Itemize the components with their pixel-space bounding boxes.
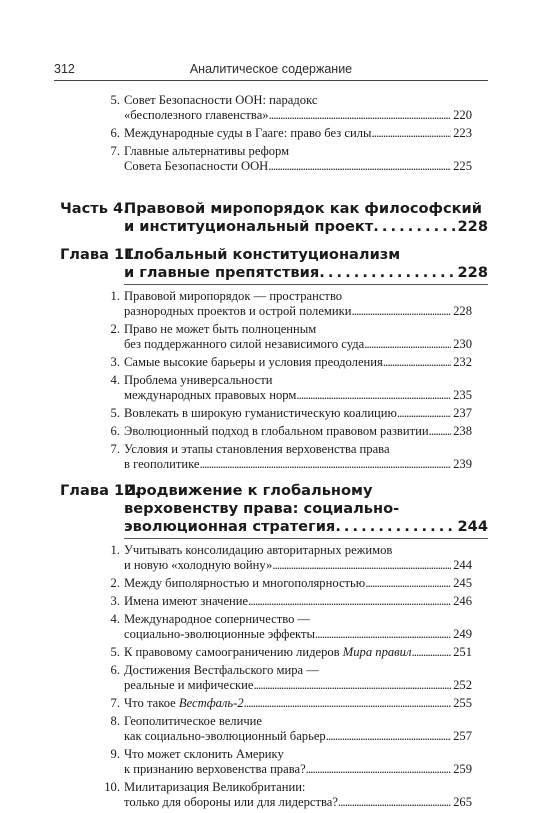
entry-leader-line (124, 457, 472, 472)
entry-page: 265 (453, 795, 472, 809)
entry-number: 6. (110, 126, 120, 140)
entry-number: 1. (110, 289, 120, 303)
entry-leader-line (124, 576, 472, 591)
toc-entry[interactable] (110, 442, 472, 472)
entry-text: в геополитике (124, 457, 200, 471)
entry-text-line: Геополитическое величие (124, 714, 262, 728)
entry-number: 9. (110, 747, 120, 761)
entry-page: 255 (453, 696, 472, 710)
entry-text: международных правовых норм (124, 388, 297, 402)
entry-text: К правовому самоограничению лидеров (124, 645, 343, 659)
entry-leader-line (124, 355, 472, 370)
entry-page: 238 (453, 424, 472, 438)
entry-text-line: Совет Безопасности ООН: парадокс (124, 93, 318, 107)
entry-leader-line (124, 337, 472, 352)
entry-page: 225 (453, 159, 472, 173)
entry-text: реальные и мифические (124, 678, 254, 692)
entry-leader-line (124, 627, 472, 642)
entry-number: 8. (110, 714, 120, 728)
entry-italic-text: Мира правил (342, 645, 412, 659)
dot-leader (335, 518, 455, 536)
entry-page: 245 (453, 576, 472, 590)
entry-text-line (124, 424, 429, 439)
dot-leader (268, 159, 451, 174)
dot-leader (319, 264, 455, 282)
entry-page: 251 (453, 645, 472, 659)
entry-text-line (124, 388, 296, 403)
toc-entry[interactable] (110, 424, 472, 439)
chapter-label: Глава 12. (60, 482, 140, 499)
entry-text-line (124, 126, 371, 141)
entry-text-line (124, 576, 365, 591)
chapter-page: 228 (457, 264, 488, 281)
dot-leader (383, 355, 451, 370)
entry-text: Самые высокие барьеры и условия преодоления (124, 355, 383, 369)
entry-number: 7. (110, 442, 120, 456)
dot-leader (269, 108, 452, 123)
entry-page: 246 (453, 594, 472, 608)
entry-text: «бесполезного главенства» (124, 108, 269, 122)
entry-number: 2. (110, 576, 120, 590)
entry-text: разнородных проектов и острой полемики (124, 304, 352, 318)
chapter-title-line: и главные препятствия (124, 264, 320, 281)
entry-page: 223 (453, 126, 472, 140)
table-of-contents (0, 93, 548, 810)
toc-entry[interactable] (110, 289, 472, 319)
toc-entry[interactable] (110, 126, 472, 141)
entry-text-line: Право не может быть полноценным (124, 322, 317, 336)
entry-text: Совета Безопасности ООН (124, 159, 269, 173)
entry-number: 4. (110, 612, 120, 626)
entry-leader-line (124, 795, 472, 810)
entry-leader-line (124, 558, 472, 573)
chapter-label: Глава 11. (60, 246, 140, 263)
entry-text-line: Достижения Вестфальского мира — (124, 663, 319, 677)
entry-leader-line (124, 159, 472, 174)
toc-entry[interactable] (110, 747, 472, 777)
entry-text-line (124, 108, 269, 123)
dot-leader (365, 576, 451, 591)
entry-page: 257 (453, 729, 472, 743)
entry-number: 3. (110, 355, 120, 369)
entry-text-line (124, 594, 248, 609)
toc-entry[interactable] (110, 373, 472, 403)
entry-text-line: Учитывать консолидацию авторитарных режимов (124, 543, 393, 557)
toc-entry[interactable] (110, 696, 472, 711)
entry-leader-line (124, 424, 472, 439)
part-title-line: Правовой миропорядок как философский (124, 200, 483, 217)
entry-page: 232 (453, 355, 472, 369)
entry-text: к признанию верховенства права? (124, 762, 306, 776)
entry-text-line: Главные альтернативы реформ (124, 144, 290, 158)
toc-entry[interactable] (110, 543, 472, 573)
entry-leader-line (124, 645, 472, 660)
entry-text-line (124, 457, 200, 472)
toc-entry[interactable] (110, 406, 472, 421)
entry-number: 5. (110, 93, 120, 107)
chapter-title-line: Продвижение к глобальному (124, 482, 373, 499)
entry-number: 5. (110, 406, 120, 420)
dot-leader (338, 795, 451, 810)
dot-leader (306, 762, 451, 777)
toc-entry[interactable] (110, 93, 472, 123)
toc-entry[interactable] (110, 645, 472, 660)
section-list-b (0, 289, 548, 472)
entry-text-line: Проблема универсальности (124, 373, 273, 387)
chapter-heading[interactable] (60, 246, 488, 285)
dot-leader (397, 406, 451, 421)
toc-entry[interactable] (110, 355, 472, 370)
chapter-page: 244 (457, 518, 488, 535)
running-title: Аналитическое содержание (189, 62, 353, 76)
entry-leader-line (124, 108, 472, 123)
entry-text-line (124, 355, 383, 370)
entry-number: 6. (110, 424, 120, 438)
entry-leader-line (124, 304, 472, 319)
entry-leader-line (124, 594, 472, 609)
dot-leader (272, 558, 451, 573)
dot-leader (371, 126, 451, 141)
entry-page: 239 (453, 457, 472, 471)
entry-number: 6. (110, 663, 120, 677)
entry-text-line (124, 627, 315, 642)
toc-entry[interactable] (110, 144, 472, 174)
toc-entry[interactable] (110, 594, 472, 609)
dot-leader (364, 337, 451, 352)
chapter-title-line: Глобальный конституционализм (124, 246, 401, 263)
dot-leader (326, 729, 451, 744)
entry-text: Между биполярностью и многополярностью (124, 576, 366, 590)
dot-leader (244, 696, 451, 711)
entry-text: только для обороны или для лидерства? (124, 795, 338, 809)
entry-page: 252 (453, 678, 472, 692)
entry-number: 4. (110, 373, 120, 387)
toc-entry[interactable] (110, 663, 472, 693)
entry-text-line (124, 678, 253, 693)
header-rule (54, 80, 488, 81)
entry-text: Вовлекать в широкую гуманистическую коалицию (124, 406, 397, 420)
entry-text-line: Условия и этапы становления верховенства права (124, 442, 390, 456)
dot-leader (315, 627, 451, 642)
entry-number: 10. (104, 780, 120, 794)
entry-leader-line (124, 729, 472, 744)
entry-text-line (124, 729, 326, 744)
dot-leader (200, 457, 452, 472)
entry-text-line (124, 558, 272, 573)
entry-text-line (124, 406, 397, 421)
entry-text: без поддержанного силой независимого суда (124, 337, 365, 351)
entry-page: 230 (453, 337, 472, 351)
entry-text: социально-эволюционные эффекты (124, 627, 315, 641)
entry-leader-line (124, 678, 472, 693)
dot-leader (296, 388, 451, 403)
entry-page: 244 (453, 558, 472, 572)
entry-leader-line (124, 762, 472, 777)
dot-leader (411, 645, 451, 660)
dot-leader (253, 678, 451, 693)
dot-leader (373, 218, 455, 236)
chapter-title-line: верховенству права: социально- (124, 500, 400, 517)
entry-number: 5. (110, 645, 120, 659)
entry-text: Международные суды в Гааге: право без силы (124, 126, 372, 140)
entry-text-line (124, 159, 268, 174)
part-label: Часть 4. (60, 200, 129, 217)
entry-text: и новую «холодную войну» (124, 558, 273, 572)
entry-text-line (124, 645, 411, 660)
chapter-heading[interactable] (60, 482, 488, 539)
entry-text: Эволюционный подход в глобальном правовом развитии (124, 424, 429, 438)
entry-text: как социально-эволюционный барьер (124, 729, 326, 743)
entry-text: Что такое (124, 696, 179, 710)
part-title-line: и институциональный проект (124, 218, 374, 235)
entry-page: 235 (453, 388, 472, 402)
entry-text-line (124, 696, 244, 711)
entry-page: 228 (453, 304, 472, 318)
entry-page: 237 (453, 406, 472, 420)
chapter-title-line: эволюционная стратегия (124, 518, 336, 535)
entry-text-line: Что может склонить Америку (124, 747, 284, 761)
toc-entry[interactable] (110, 576, 472, 591)
toc-entry[interactable] (110, 714, 472, 744)
entry-number: 7. (110, 144, 120, 158)
entry-text-line: Правовой миропорядок — пространство (124, 289, 343, 303)
entry-text-line (124, 762, 306, 777)
entry-italic-text: Вестфаль-2 (178, 696, 244, 710)
entry-number: 2. (110, 322, 120, 336)
entry-page: 259 (453, 762, 472, 776)
entry-page: 220 (453, 108, 472, 122)
section-list-a (0, 93, 548, 174)
entry-text-line (124, 795, 338, 810)
dot-leader (248, 594, 451, 609)
running-head (54, 60, 488, 82)
dot-leader (351, 304, 451, 319)
page-number: 312 (54, 62, 75, 76)
toc-entry[interactable] (104, 780, 472, 810)
part-heading[interactable] (60, 200, 488, 236)
toc-entry[interactable] (110, 322, 472, 352)
entry-text-line: Милитаризация Великобритании: (124, 780, 306, 794)
entry-number: 1. (110, 543, 120, 557)
entry-page: 249 (453, 627, 472, 641)
entry-number: 7. (110, 696, 120, 710)
entry-text-line (124, 337, 364, 352)
entry-text-line (124, 304, 351, 319)
entry-text-line: Международное соперничество — (124, 612, 311, 626)
entry-leader-line (124, 126, 472, 141)
entry-leader-line (124, 696, 472, 711)
dot-leader (429, 424, 452, 439)
entry-leader-line (124, 388, 472, 403)
entry-leader-line (124, 406, 472, 421)
toc-entry[interactable] (110, 612, 472, 642)
entry-number: 3. (110, 594, 120, 608)
part-page: 228 (457, 218, 488, 235)
section-list-c (0, 543, 548, 810)
entry-text: Имена имеют значение (124, 594, 249, 608)
